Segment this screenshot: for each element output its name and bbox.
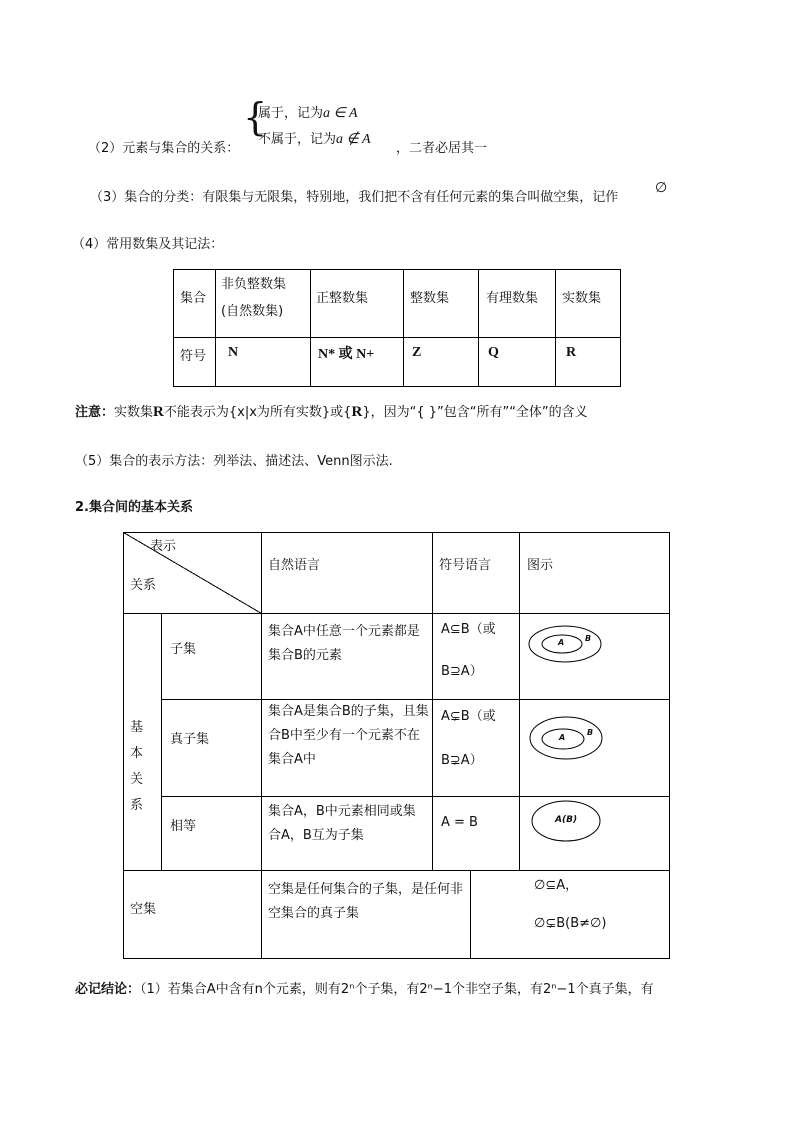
row-equal-natural: 集合A，B中元素相同或集合A，B互为子集 [268,804,416,843]
row-equal-name: 相等 [170,819,197,834]
notbelong-math: a ∉ A [336,132,371,147]
header-diagram: 图示 [527,558,554,573]
conclusion-label: 必记结论： [75,982,141,997]
numset-row2-label: 符号 [180,349,207,364]
row-empty-symbol-1: ∅⊆A， [534,878,579,893]
header-symbolic-language: 符号语言 [439,558,492,573]
row-empty-name: 空集 [130,902,157,917]
venn-subset-outer-label: B [585,634,592,643]
numset-symbol-q: Q [488,345,499,360]
header-diagonal-bottom: 关系 [130,578,157,593]
group-label-char-4: 系 [130,798,144,813]
numset-symbol-nplus: N* 或 N+ [318,347,375,362]
row-subset-natural: 集合A中任意一个元素都是集合B的元素 [268,624,420,663]
numset-col-natural: 非负整数集 [221,277,287,292]
conclusion-line [75,978,654,997]
numset-symbol-z: Z [412,345,422,360]
note-r-symbol-2: R [351,404,363,420]
venn-subset-inner-label: A [558,638,565,647]
section2-title: 2.集合间的基本关系 [75,500,193,515]
numset-symbol-r: R [566,345,577,360]
item4-text: （4）常用数集及其记法： [72,237,224,252]
numset-row1-label: 集合 [180,291,207,306]
venn-subset [529,626,601,662]
notbelong-text: 不属于，记为 [258,132,337,147]
note-part-c: }，因为“{ }”包含“所有”“全体”的含义 [362,405,588,420]
numset-col-natural-alt: (自然数集) [221,304,284,319]
item2-prefix: （2）元素与集合的关系： [88,141,240,156]
row-proper-subset-name: 真子集 [170,732,210,747]
empty-set-symbol: ∅ [655,181,668,196]
note-r-symbol: R [153,404,164,420]
item2-suffix: ，二者必居其一 [396,141,488,156]
note-label: 注意： [75,405,115,420]
header-natural-language: 自然语言 [268,558,321,573]
numset-col-integer: 整数集 [410,291,450,306]
item3-text: （3）集合的分类：有限集与无限集，特别地，我们把不含有任何元素的集合叫做空集，记作 [90,190,619,205]
conclusion-text: （1）若集合A中含有n个元素，则有2ⁿ个子集，有2ⁿ−1个非空子集，有2ⁿ−1个真子集，有 [140,982,654,997]
numset-col-positive: 正整数集 [316,291,369,306]
numset-col-real: 实数集 [562,291,602,306]
numset-col-rational: 有理数集 [486,291,539,306]
venn-proper-subset-outer-label: B [587,728,594,737]
belong-text: 属于，记为 [258,106,324,121]
note-part-b: 不能表示为{x|x为所有实数}或{ [163,405,352,420]
row-proper-subset-natural: 集合A是集合B的子集，且集合B中至少有一个元素不在集合A中 [268,704,429,767]
left-brace: { [243,95,268,139]
row-subset-name: 子集 [170,642,197,657]
row-subset-symbol-2: B⊇A） [441,664,483,679]
group-label-char-2: 本 [130,746,144,761]
group-label-char-3: 关 [130,772,144,787]
venn-equal-label: A(B) [555,815,578,825]
row-empty-natural: 空集是任何集合的子集，是任何非空集合的真子集 [268,882,464,921]
row-proper-subset-symbol-2: B⊋A） [441,753,483,768]
belong-math: a ∈ A [323,106,358,121]
item5-text: （5）集合的表示方法：列举法、描述法、Venn图示法. [75,454,393,469]
note-part-a: 实数集 [114,405,154,420]
venn-proper-subset [530,717,602,759]
row-equal-symbol: A = B [441,815,478,830]
row-empty-symbol-2: ∅⊊B(B≠∅) [534,916,607,931]
numset-symbol-n: N [228,345,239,360]
group-label-char-1: 基 [130,720,144,735]
row-subset-symbol-1: A⊆B（或 [441,622,496,637]
header-diagonal-top: 表示 [150,539,177,554]
row-proper-subset-symbol-1: A⊊B（或 [441,709,496,724]
venn-proper-subset-inner-label: A [559,733,566,742]
